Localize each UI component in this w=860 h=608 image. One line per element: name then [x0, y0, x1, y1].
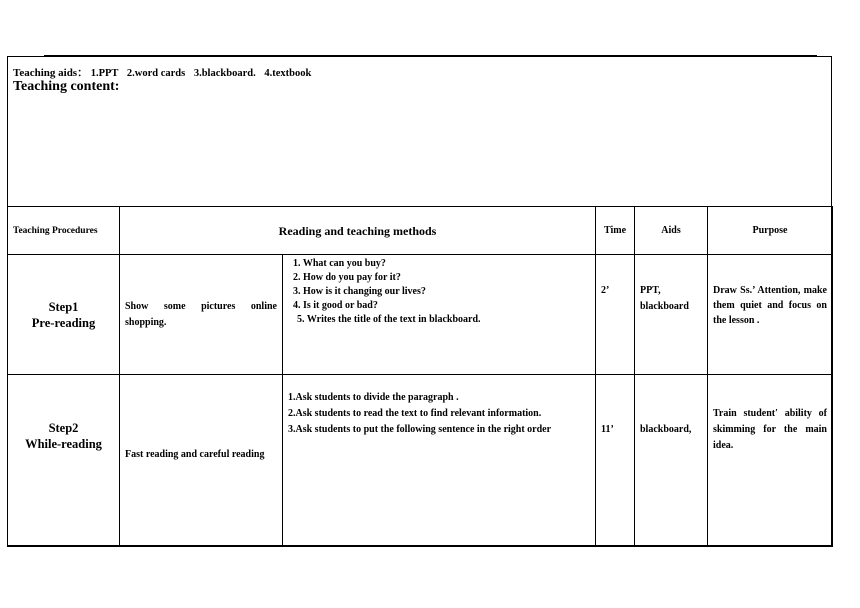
- teaching-aid-item: 4.textbook: [264, 68, 312, 79]
- teaching-aids-label: Teaching aids：: [13, 67, 89, 79]
- step1-purpose: Draw Ss.’ Attention, make them quiet and focus on the lesson .: [708, 255, 833, 375]
- list-item: 3. How is it changing our lives?: [293, 286, 426, 297]
- teaching-aids-line: [13, 64, 311, 80]
- table-header-row: [8, 207, 833, 255]
- step2-cell: [8, 375, 120, 547]
- list-item: 3.Ask students to put the following sentence in the right order: [288, 424, 552, 435]
- step2-subtitle: While-reading: [25, 437, 102, 451]
- step2-methods-cell: [283, 375, 596, 547]
- step1-aids-line2: blackboard: [640, 301, 689, 312]
- teaching-content-label: Teaching content:: [13, 79, 120, 94]
- step2-purpose: Train student′ ability of skimming for the main idea.: [708, 375, 833, 547]
- table-row: [8, 255, 833, 375]
- step2-methods-list: [288, 390, 590, 438]
- step1-time: 2’: [596, 255, 635, 375]
- header-reading-methods: Reading and teaching methods: [120, 207, 596, 255]
- list-item: 1. What can you buy?: [293, 258, 386, 269]
- list-item: 1.Ask students to divide the paragraph .: [288, 392, 459, 403]
- list-item: 2.Ask students to read the text to find relevant information.: [288, 408, 542, 419]
- step1-aids-cell: [635, 255, 708, 375]
- list-item: 5. Writes the title of the text in blackboard.: [297, 314, 481, 325]
- header-purpose: Purpose: [708, 207, 833, 255]
- step1-methods-cell: [283, 255, 596, 375]
- teaching-aid-item: 2.word cards: [126, 68, 186, 79]
- header-teaching-procedures: Teaching Procedures: [8, 207, 120, 255]
- step1-activity: Show some pictures online shopping.: [120, 255, 283, 375]
- step2-time: 11’: [596, 375, 635, 547]
- step2-title: Step2: [48, 421, 79, 435]
- header-aids: Aids: [635, 207, 708, 255]
- step1-title: Step1: [48, 299, 79, 314]
- step1-cell: [8, 255, 120, 375]
- teaching-aid-item: 1.PPT: [90, 68, 119, 79]
- step2-aids: blackboard,: [635, 375, 708, 547]
- procedures-table: [7, 206, 833, 547]
- table-row: [8, 375, 833, 547]
- header-time: Time: [596, 207, 635, 255]
- step1-aids-line1: PPT,: [640, 285, 661, 296]
- list-item: 4. Is it good or bad?: [293, 300, 378, 311]
- step1-subtitle: Pre-reading: [31, 315, 96, 330]
- step2-activity: Fast reading and careful reading: [120, 375, 283, 547]
- list-item: 2. How do you pay for it?: [293, 272, 401, 283]
- teaching-aid-item: 3.blackboard.: [193, 68, 256, 79]
- step1-methods-list: [288, 257, 590, 327]
